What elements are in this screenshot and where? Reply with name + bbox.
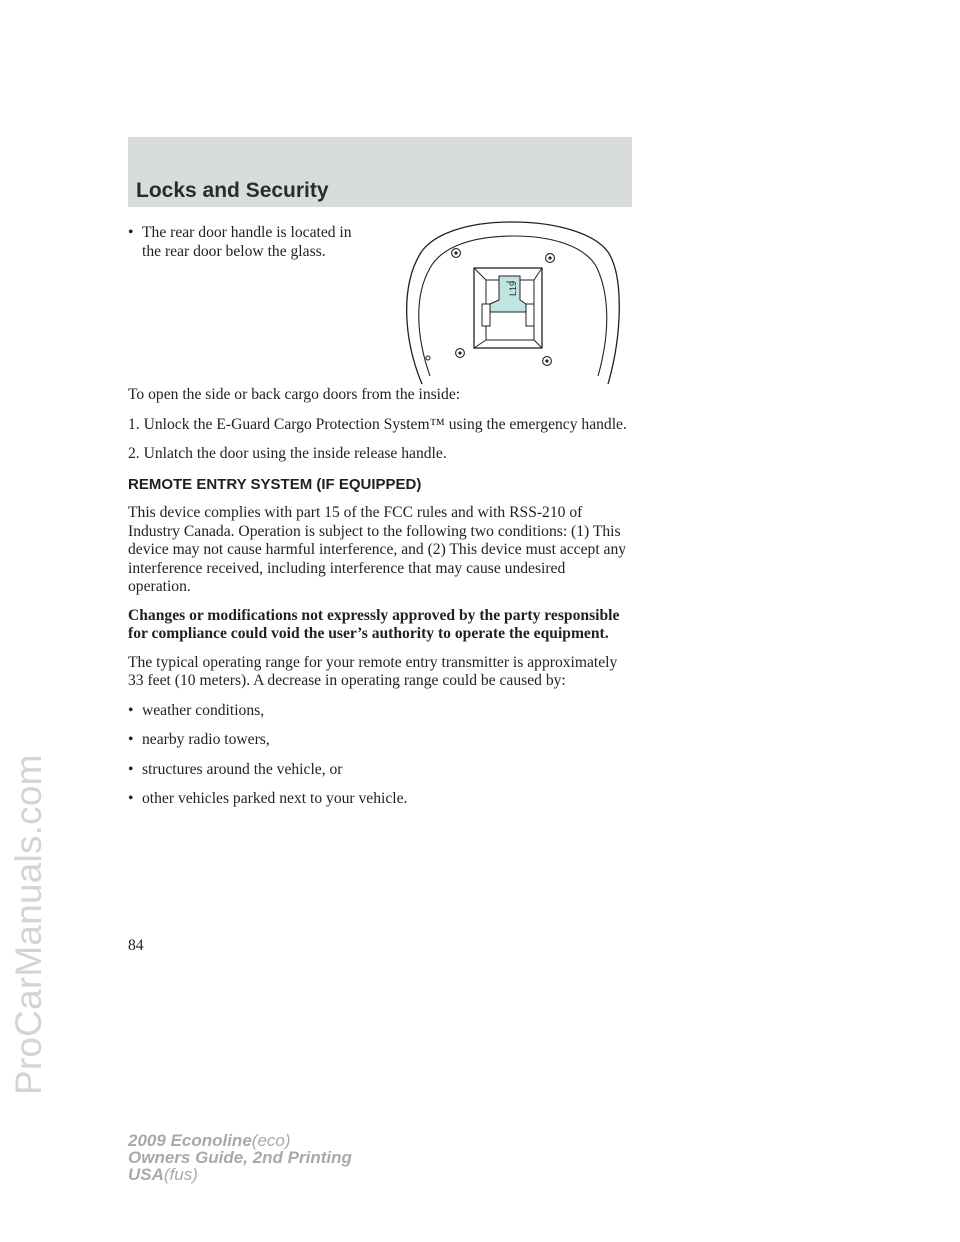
- site-watermark: carmanualsonline.info: [690, 1212, 875, 1233]
- side-watermark: ProCarManuals.com: [8, 754, 49, 1095]
- list-item-text: weather conditions,: [142, 701, 265, 719]
- bullet-marker: •: [128, 790, 134, 807]
- warning-paragraph: Changes or modifications not expressly approved by the party responsible for compliance could void the user’s authority to operate the equipment.: [128, 606, 620, 642]
- bullet-marker: •: [128, 701, 134, 719]
- bullet-marker: •: [128, 224, 134, 241]
- footer-market: USA: [128, 1165, 164, 1184]
- list-item: [128, 702, 628, 721]
- list-item-text: other vehicles parked next to your vehicle.: [142, 790, 408, 807]
- bullet-marker: •: [128, 731, 134, 748]
- step-1: 1. Unlock the E-Guard Cargo Protection System™ using the emergency handle.: [128, 415, 627, 433]
- range-paragraph: The typical operating range for your remote entry transmitter is approximately 33 feet (10 meters). A decrease in operating range could be caused by:: [128, 653, 618, 689]
- figure-code: L19: [508, 280, 518, 296]
- page-title: Locks and Security: [136, 179, 329, 202]
- section-heading: REMOTE ENTRY SYSTEM (IF EQUIPPED): [128, 475, 422, 493]
- section-header-bar: [128, 137, 632, 207]
- fcc-paragraph: This device complies with part 15 of the FCC rules and with RSS-210 of Industry Canada. Operation is subject to the following two conditions: (1) This device may not cause harmful interference, and (2) This device must accept any interference received, including interference that may cause undesired operation.: [128, 504, 627, 595]
- page-number: 84: [128, 937, 144, 954]
- bullet-marker: •: [128, 760, 134, 778]
- document-footer: [128, 1132, 352, 1183]
- list-item: [128, 761, 628, 780]
- open-instructions-intro: To open the side or back cargo doors from the inside:: [128, 386, 461, 403]
- list-item-text: nearby radio towers,: [142, 731, 270, 748]
- list-item-text-line2: the rear door below the glass.: [142, 242, 326, 260]
- step-2: 2. Unlatch the door using the inside release handle.: [128, 445, 447, 462]
- footer-model-code: (eco): [251, 1131, 291, 1150]
- list-item: [128, 731, 628, 750]
- footer-line-3: [128, 1166, 352, 1183]
- footer-model: 2009 Econoline: [128, 1131, 252, 1150]
- footer-market-code: (fus): [163, 1165, 198, 1184]
- page-content: [128, 224, 628, 809]
- footer-line-1: [128, 1132, 352, 1149]
- footer-line-2: Owners Guide, 2nd Printing: [128, 1148, 352, 1167]
- list-item-text-line1: The rear door handle is located in: [142, 224, 352, 241]
- list-item-text: structures around the vehicle, or: [142, 760, 343, 778]
- list-item: [128, 224, 628, 261]
- list-item: [128, 790, 628, 809]
